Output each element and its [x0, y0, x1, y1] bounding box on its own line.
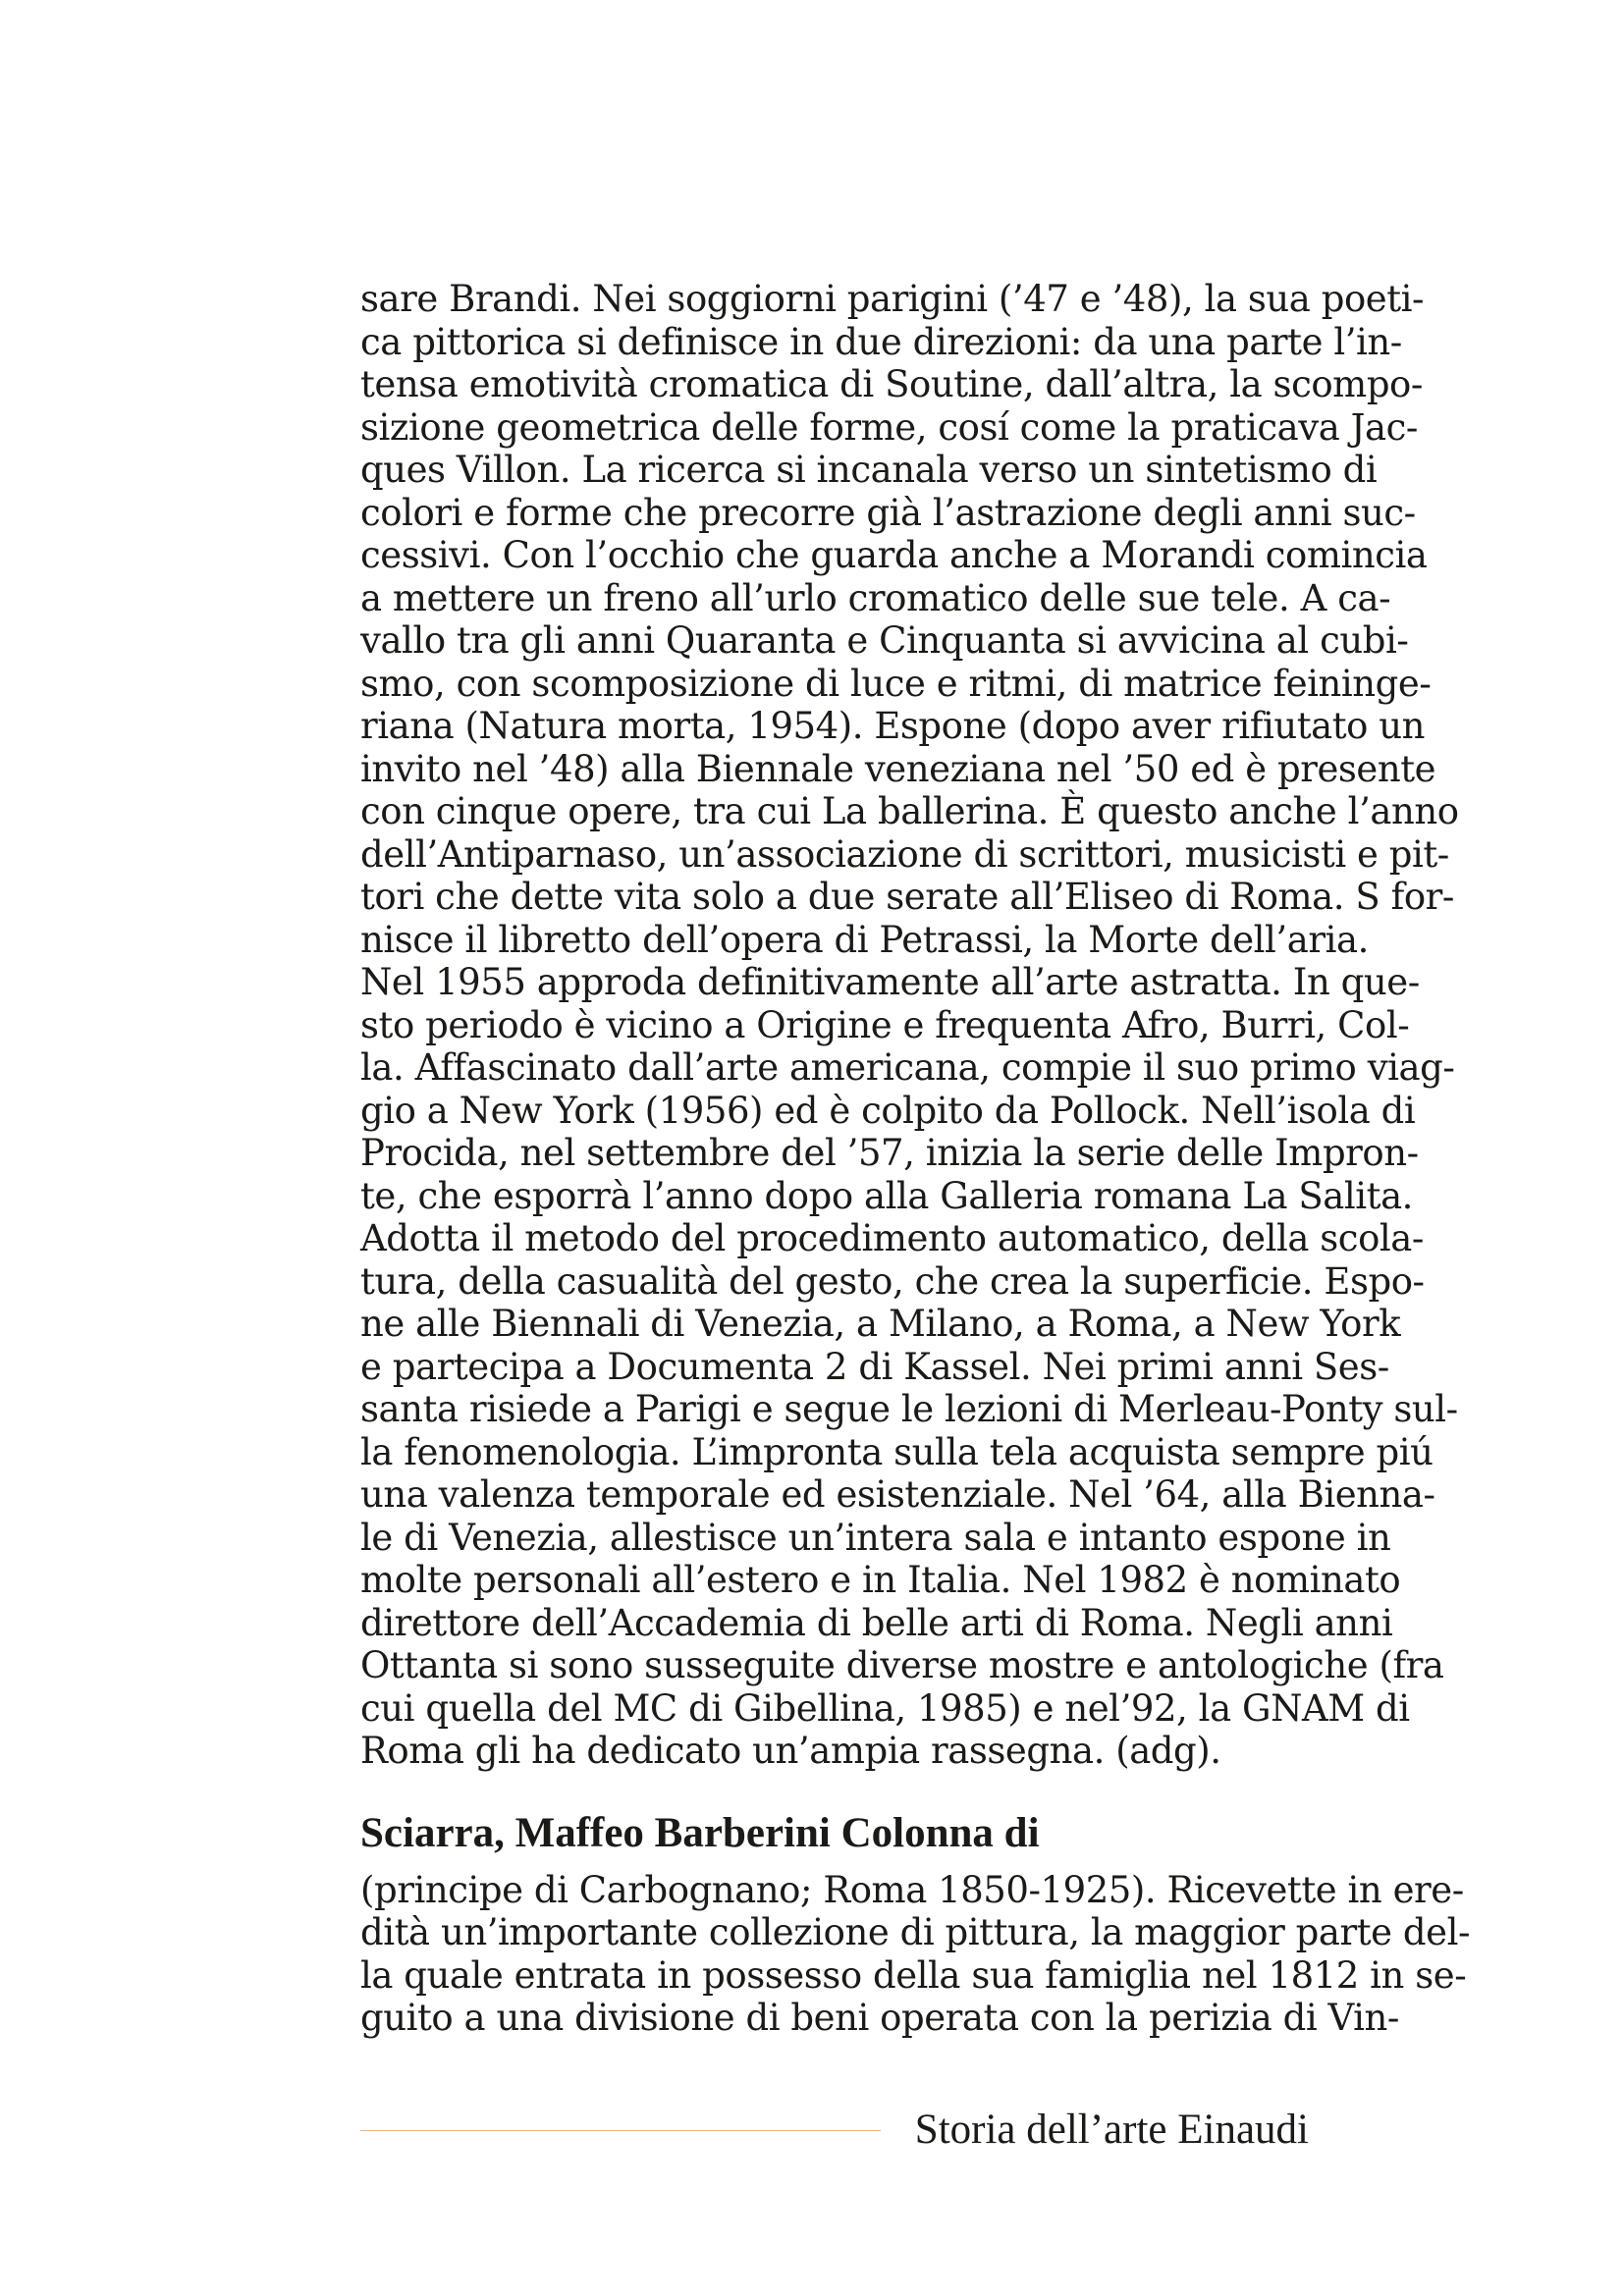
text-line: Roma gli ha dedicato un’ampia rassegna. (adg). [360, 1730, 1221, 1772]
text-line: smo, con scomposizione di luce e ritmi, di matrice feininge- [360, 662, 1432, 705]
text-line: gio a New York (1956) ed è colpito da Pollock. Nell’isola di [360, 1089, 1416, 1132]
text-line: Procida, nel settembre del ’57, inizia la serie delle Impron- [360, 1132, 1419, 1174]
text-line: invito nel ’48) alla Biennale veneziana nel ’50 ed è presente [360, 747, 1436, 790]
text-line: dità un’importante collezione di pittura, la maggior parte del- [360, 1911, 1471, 1953]
text-line: vallo tra gli anni Quaranta e Cinquanta si avvicina al cubi- [360, 619, 1409, 662]
text-line: direttore dell’Accademia di belle arti di Roma. Negli anni [360, 1601, 1393, 1644]
entry-heading: Sciarra, Maffeo Barberini Colonna di [360, 1809, 1040, 1856]
text-line: ca pittorica si definisce in due direzioni: da una parte l’in- [360, 320, 1402, 363]
text-line: le di Venezia, allestisce un’intera sala e intanto espone in [360, 1516, 1391, 1559]
text-line: tori che dette vita solo a due serate all’Eliseo di Roma. S for- [360, 876, 1454, 918]
text-line: con cinque opere, tra cui La ballerina. È questo anche l’anno [360, 790, 1459, 832]
text-line: sare Brandi. Nei soggiorni parigini (’47 e ’48), la sua poeti- [360, 278, 1425, 320]
text-line: (principe di Carbognano; Roma 1850-1925). Ricevette in ere- [360, 1868, 1464, 1911]
text-line: ques Villon. La ricerca si incanala verso un sintetismo di [360, 449, 1378, 491]
text-line: Adotta il metodo del procedimento automatico, della scola- [360, 1217, 1424, 1259]
text-line: una valenza temporale ed esistenziale. Nel ’64, alla Bienna- [360, 1473, 1435, 1516]
text-line: guito a una divisione di beni operata con la perizia di Vin- [360, 1997, 1399, 2039]
text-line: cessivi. Con l’occhio che guarda anche a Morandi comincia [360, 534, 1428, 576]
text-line: la. Affascinato dall’arte americana, compie il suo primo viag- [360, 1046, 1455, 1089]
text-line: la quale entrata in possesso della sua famiglia nel 1812 in se- [360, 1953, 1467, 1997]
text-line: dell’Antiparnaso, un’associazione di scrittori, musicisti e pit- [360, 832, 1449, 876]
text-line: nisce il libretto dell’opera di Petrassi, la Morte dell’aria. [360, 918, 1369, 961]
entry-paragraph [360, 1868, 1471, 2040]
text-line: la fenomenologia. L’impronta sulla tela acquista sempre piú [360, 1430, 1434, 1473]
footer-title: Storia dell’arte Einaudi [914, 2107, 1309, 2153]
text-line: tura, della casualità del gesto, che crea la superficie. Espo- [360, 1259, 1425, 1303]
text-line: santa risiede a Parigi e segue le lezioni di Merleau-Ponty sul- [360, 1388, 1458, 1430]
text-line: sto periodo è vicino a Origine e frequenta Afro, Burri, Col- [360, 1003, 1410, 1046]
page-footer [360, 2106, 1309, 2155]
text-line: ne alle Biennali di Venezia, a Milano, a Roma, a New York [360, 1303, 1401, 1345]
body-paragraph [360, 278, 1459, 1773]
text-line: Ottanta si sono susseguite diverse mostre e antologiche (fra [360, 1644, 1444, 1686]
footer-rule [360, 2130, 881, 2131]
text-line: Nel 1955 approda definitivamente all’arte astratta. In que- [360, 961, 1420, 1003]
text-line: riana (Natura morta, 1954). Espone (dopo aver rifiutato un [360, 705, 1426, 747]
text-line: a mettere un freno all’urlo cromatico delle sue tele. A ca- [360, 576, 1391, 619]
text-line: sizione geometrica delle forme, cosí come la praticava Jac- [360, 405, 1418, 449]
text-line: molte personali all’estero e in Italia. Nel 1982 è nominato [360, 1559, 1401, 1601]
text-line: te, che esporrà l’anno dopo alla Galleria romana La Salita. [360, 1174, 1413, 1217]
text-line: cui quella del MC di Gibellina, 1985) e nel’92, la GNAM di [360, 1686, 1410, 1730]
text-line: colori e forme che precorre già l’astrazione degli anni suc- [360, 491, 1416, 534]
text-line: e partecipa a Documenta 2 di Kassel. Nei primi anni Ses- [360, 1345, 1389, 1388]
page-text-block [360, 278, 1471, 2040]
text-line: tensa emotività cromatica di Soutine, dall’altra, la scompo- [360, 363, 1423, 405]
